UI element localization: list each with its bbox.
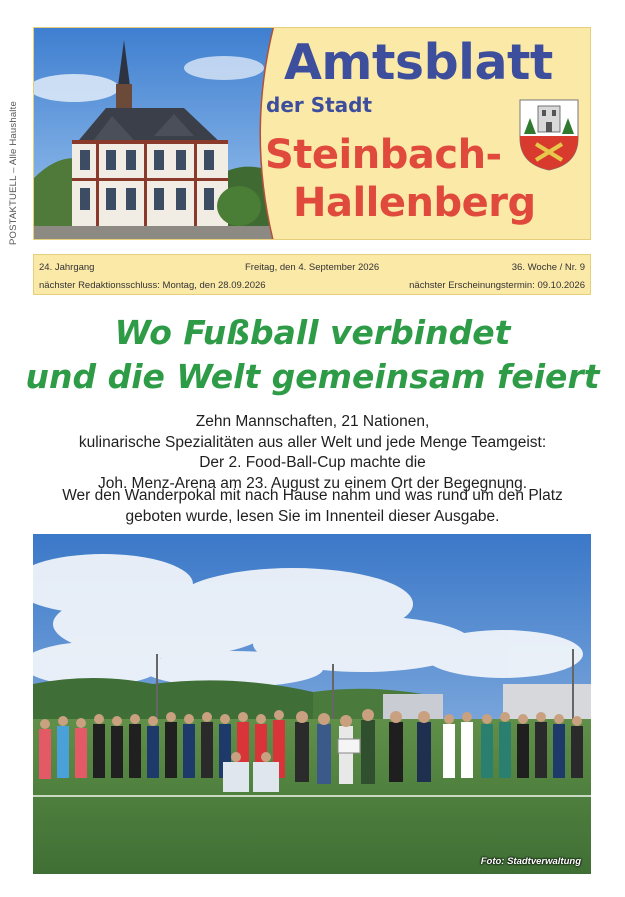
city-name-line1: Steinbach- <box>265 132 502 178</box>
masthead-subtitle: der Stadt <box>266 93 373 117</box>
postal-distribution-label: POSTAKTUELL – Alle Haushalte <box>8 101 19 245</box>
intro-line: Zehn Mannschaften, 21 Nationen, <box>195 413 430 430</box>
coat-of-arms-icon <box>518 98 580 172</box>
masthead-title-area <box>248 28 591 240</box>
article-intro <box>0 412 625 494</box>
issue-info-bar <box>33 254 591 295</box>
week-number: 36. Woche / Nr. 9 <box>511 262 585 273</box>
town-hall-photo <box>34 28 274 240</box>
intro-line: kulinarische Spezialitäten aus aller Welt und jede Menge Teamgeist: <box>78 433 547 451</box>
photo-credit: Foto: Stadtverwaltung <box>480 856 581 867</box>
editorial-deadline: nächster Redaktionsschluss: Montag, den 28.09.2026 <box>39 280 266 291</box>
city-name-line2: Hallenberg <box>293 180 536 226</box>
volume-label: 24. Jahrgang <box>39 262 95 273</box>
headline-line2: und die Welt gemeinsam feiert <box>25 357 600 396</box>
masthead <box>33 27 591 240</box>
teaser-line: Wer den Wanderpokal mit nach Hause nahm und was rund um den Platz <box>62 487 563 504</box>
next-issue-date: nächster Erscheinungstermin: 09.10.2026 <box>409 280 585 291</box>
team-group-photo <box>33 534 591 874</box>
intro-line: Der 2. Food-Ball-Cup machte die <box>199 454 426 471</box>
intro-line: Joh. Menz-Arena am 23. August zu einem Ort der Begegnung. <box>97 474 528 492</box>
article-teaser <box>0 486 625 527</box>
headline-line1: Wo Fußball verbindet <box>114 313 511 352</box>
issue-date: Freitag, den 4. September 2026 <box>245 262 380 273</box>
masthead-title: Amtsblatt <box>284 34 553 91</box>
teaser-line: geboten wurde, lesen Sie im Innenteil dieser Ausgabe. <box>125 507 500 525</box>
